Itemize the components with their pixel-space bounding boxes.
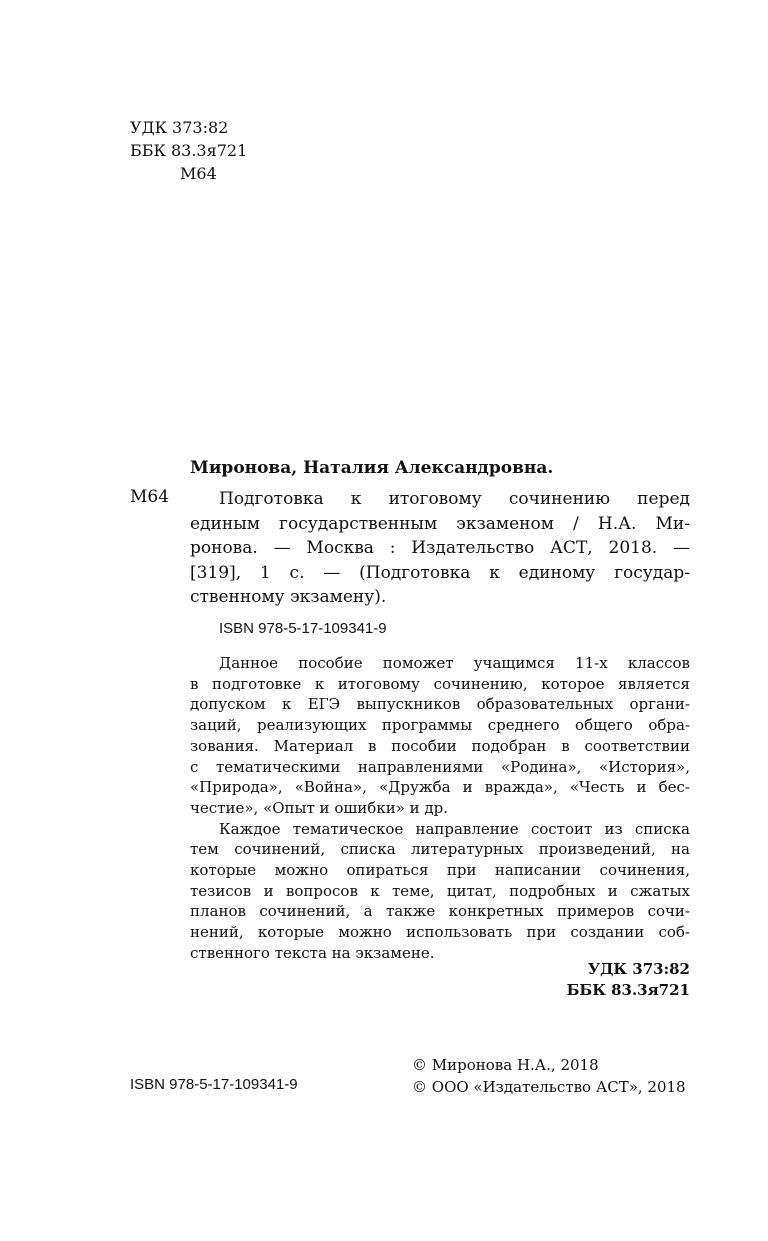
- copyright-author: © Миронова Н.А., 2018: [412, 1056, 599, 1074]
- annotation-line: в подготовке к итоговому сочинению, которое является: [190, 674, 690, 693]
- biblio-line: ственному экзамену).: [190, 587, 387, 607]
- annotation-line: нений, которые можно использовать при создании соб-: [190, 923, 690, 942]
- annotation-line: допуском к ЕГЭ выпускников образовательных органи-: [190, 695, 690, 714]
- author-heading: Миронова, Наталия Александровна.: [190, 458, 554, 478]
- biblio-line: Подготовка к итоговому сочинению перед: [219, 489, 690, 509]
- author-mark: М64: [180, 164, 217, 183]
- udk-code-right: УДК 373:82: [587, 960, 690, 978]
- annotation-line: которые можно опираться при написании сочинения,: [190, 861, 690, 880]
- biblio-line: единым государственным экзаменом / Н.А. Ми-: [190, 513, 690, 534]
- isbn: ISBN 978-5-17-109341-9: [219, 620, 387, 637]
- bibliographic-description: [190, 487, 690, 610]
- author-mark-left: М64: [130, 487, 170, 507]
- annotation-line: «Природа», «Война», «Дружба и вражда», «Честь и бес-: [190, 778, 690, 797]
- copyright-block: [412, 1054, 686, 1098]
- annotation-line: планов сочинений, а также конкретных примеров сочи-: [190, 902, 690, 921]
- annotation-line: Данное пособие поможет учащимся 11-х классов: [219, 654, 690, 672]
- udk-code: УДК 373:82: [130, 118, 229, 137]
- annotation-line: с тематическими направлениями «Родина», «История»,: [190, 757, 690, 776]
- annotation-line: ственного текста на экзамене.: [190, 943, 435, 962]
- annotation: [190, 653, 690, 964]
- bbk-code: ББК 83.3я721: [130, 141, 248, 160]
- annotation-line: зования. Материал в пособии подобран в соответствии: [190, 736, 690, 755]
- biblio-line: ронова. — Москва : Издательство АСТ, 2018. —: [190, 538, 690, 558]
- annotation-line: заций, реализующих программы среднего общего обра-: [190, 716, 690, 735]
- copyright-publisher: © ООО «Издательство АСТ», 2018: [412, 1078, 686, 1096]
- top-classification-codes: [130, 116, 247, 185]
- annotation-line: честие», «Опыт и ошибки» и др.: [190, 798, 449, 817]
- right-classification-codes: [490, 959, 690, 1001]
- annotation-line: Каждое тематическое направление состоит из списка: [219, 819, 690, 838]
- isbn-bottom: ISBN 978-5-17-109341-9: [130, 1076, 298, 1093]
- annotation-line: тезисов и вопросов к теме, цитат, подробных и сжатых: [190, 881, 690, 900]
- bbk-code-right: ББК 83.3я721: [566, 981, 690, 999]
- biblio-line: [319], 1 с. — (Подготовка к единому государ-: [190, 562, 690, 583]
- annotation-line: тем сочинений, списка литературных произведений, на: [190, 840, 690, 859]
